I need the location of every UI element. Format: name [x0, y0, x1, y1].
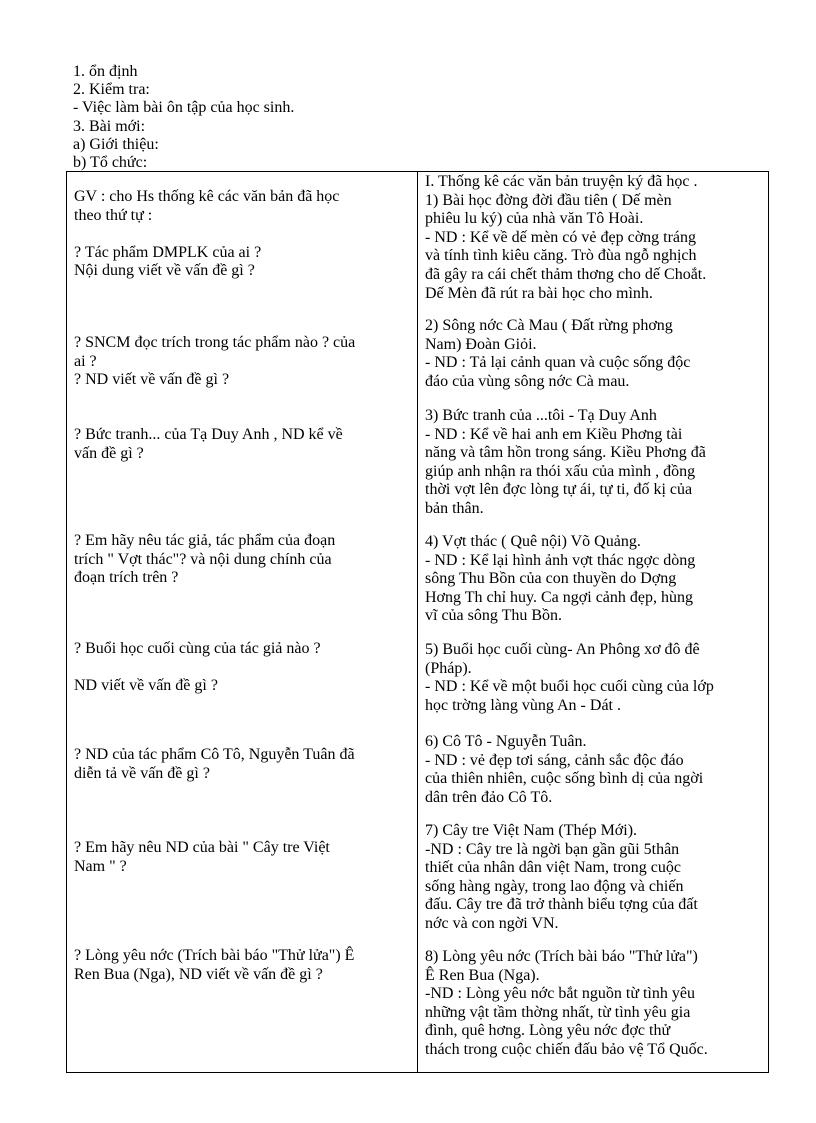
answer-line: 2) Sông nớc Cà Mau ( Đất rừng phơng [425, 317, 673, 334]
question-line: đoạn trích trên ? [74, 569, 179, 587]
answer-line: 3) Bức tranh của ...tôi - Tạ Duy Anh [425, 407, 657, 424]
question-line: Nam " ? [74, 857, 127, 875]
question-line: Ren Bua (Nga), ND viết về vấn đề gì ? [74, 965, 323, 983]
question-block [74, 839, 412, 876]
answer-line: năng và tâm hồn trong sáng. Kiều Phơng đã [425, 444, 706, 462]
review-table [66, 171, 769, 1073]
question-line: ? ND của tác phẩm Cô Tô, Nguyễn Tuân đã [74, 746, 355, 763]
answer-line: - ND : Tả lại cảnh quan và cuộc sống độc [425, 354, 691, 372]
answer-block [425, 317, 765, 391]
question-line: ? Em hãy nêu tác giả, tác phẩm của đoạn [74, 532, 336, 549]
question-line: ? Em hãy nêu ND của bài " Cây tre Việt [74, 839, 330, 856]
answer-line: của thiên nhiên, cuộc sống bình dị của ngời [425, 770, 704, 788]
answer-line: 8) Lòng yêu nớc (Trích bài báo "Thử lửa") [425, 948, 698, 965]
answer-line: sông Thu Bồn của con thuyền do Dợng [425, 570, 677, 588]
header-line: 1. ổn định [73, 63, 138, 80]
question-block [74, 426, 412, 463]
header-line: - Việc làm bài ôn tập của học sinh. [73, 99, 295, 117]
answer-block [425, 641, 765, 715]
answer-line: - ND : Kể về hai anh em Kiều Phơng tài [425, 425, 683, 443]
question-line [74, 225, 412, 244]
answer-line: - ND : vẻ đẹp tơi sáng, cảnh sắc độc đáo [425, 751, 684, 769]
question-line: diễn tả về vấn đề gì ? [74, 764, 210, 782]
header-line: 3. Bài mới: [73, 117, 146, 135]
answer-line: bản thân. [425, 499, 484, 517]
question-line: ND viết về vấn đề gì ? [74, 677, 218, 695]
answer-line: những vật tầm thờng nhất, từ tình yêu gia [425, 1003, 691, 1021]
header-line: b) Tổ chức: [73, 154, 148, 172]
question-line: ai ? [74, 352, 97, 370]
question-line [74, 659, 412, 678]
answer-line: - ND : Kể về một buổi học cuối cùng của lớp [425, 678, 714, 696]
question-block [74, 947, 412, 984]
question-line: GV : cho Hs thống kê các văn bản đã học [74, 188, 340, 205]
answer-line: thách trong cuộc chiến đấu bảo vệ Tổ Quốc. [425, 1040, 708, 1058]
answer-line: I. Thống kê các văn bản truyện ký đã học . [425, 173, 698, 190]
question-line: Nội dung viết về vấn đề gì ? [74, 262, 255, 280]
header-line: a) Giới thiệu: [73, 135, 159, 153]
question-line: ? Lòng yêu nớc (Trích bài báo "Thử lửa") Ê [74, 947, 355, 964]
question-line: theo thứ tự : [74, 206, 153, 224]
answer-line: giúp anh nhận ra thói xấu của mình , đồng [425, 462, 696, 480]
answer-line: 7) Cây tre Việt Nam (Thép Mới). [425, 822, 638, 839]
answer-block [425, 733, 765, 807]
question-line: trích " Vợt thác"? và nội dung chính của [74, 550, 332, 568]
answer-line: và tính tình kiêu căng. Trò đùa ngỗ nghịch [425, 247, 697, 265]
header-line: 2. Kiểm tra: [73, 81, 150, 99]
question-block [74, 746, 412, 783]
answer-line: học trờng làng vùng An - Dát . [425, 696, 621, 714]
answer-line: Hơng Th chỉ huy. Ca ngợi cảnh đẹp, hùng [425, 588, 693, 606]
answer-line: nớc và con ngời VN. [425, 914, 559, 932]
question-line: ? ND viết về vấn đề gì ? [74, 371, 230, 389]
answer-line: thiết của nhân dân việt Nam, trong cuộc [425, 859, 681, 877]
answer-line: đáo của vùng sông nớc Cà mau. [425, 372, 630, 390]
answer-block [425, 173, 765, 303]
answer-line: đã gây ra cái chết thảm thơng cho dế Choắt. [425, 265, 707, 283]
question-block [74, 532, 412, 588]
answer-line: - ND : Kể về dế mèn có vẻ đẹp cờng tráng [425, 228, 697, 246]
answer-line: sống hàng ngày, trong lao động và chiến [425, 877, 684, 895]
question-line: ? SNCM đọc trích trong tác phẩm nào ? của [74, 334, 356, 351]
answer-block [425, 822, 765, 934]
question-block [74, 640, 412, 696]
answers-column [418, 172, 769, 1073]
question-block [74, 188, 412, 281]
answer-line: đình, quê hơng. Lòng yêu nớc đợc thử [425, 1022, 671, 1040]
lesson-header [73, 63, 753, 172]
question-line: ? Buổi học cuối cùng của tác giả nào ? [74, 640, 321, 657]
answer-line: -ND : Lòng yêu nớc bắt nguồn từ tình yêu [425, 985, 695, 1003]
question-line: ? Bức tranh... của Tạ Duy Anh , ND kể về [74, 426, 343, 443]
answer-block [425, 407, 765, 519]
answer-block [425, 533, 765, 626]
answer-line: 5) Buổi học cuối cùng- An Phông xơ đô đê [425, 641, 700, 658]
question-line: vấn đề gì ? [74, 444, 144, 462]
answer-line: 1) Bài học đờng đời đầu tiên ( Dế mèn [425, 191, 672, 209]
answer-line: 6) Cô Tô - Nguyễn Tuân. [425, 733, 587, 750]
answer-line: thời vợt lên đợc lòng tự ái, tự ti, đố kị của [425, 481, 693, 499]
answer-block [425, 948, 765, 1060]
answer-line: đấu. Cây tre đã trở thành biểu tợng của đất [425, 896, 698, 914]
answer-line: phiêu lu ký) của nhà văn Tô Hoài. [425, 210, 644, 228]
answer-line: dân trên đảo Cô Tô. [425, 788, 553, 806]
answer-line: (Pháp). [425, 659, 472, 677]
question-block [74, 334, 412, 390]
answer-line: Nam) Đoàn Giỏi. [425, 335, 537, 353]
answer-line: Ê Ren Bua (Nga). [425, 966, 540, 984]
answer-line: -ND : Cây tre là ngời bạn gần gũi 5thân [425, 840, 680, 858]
question-line: ? Tác phẩm DMPLK của ai ? [74, 243, 262, 261]
answer-line: - ND : Kể lại hình ảnh vợt thác ngợc dòng [425, 551, 696, 569]
answer-line: vĩ của sông Thu Bồn. [425, 607, 563, 625]
answer-line: 4) Vợt thác ( Quê nội) Võ Quảng. [425, 533, 641, 550]
questions-column [67, 172, 418, 1073]
answer-line: Dế Mèn đã rút ra bài học cho mình. [425, 284, 653, 302]
